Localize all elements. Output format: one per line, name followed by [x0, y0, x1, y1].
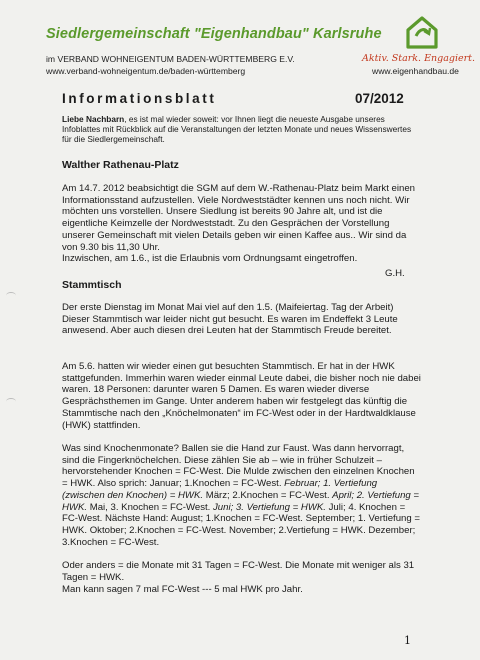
section-heading-rathenau: Walther Rathenau-Platz [62, 159, 179, 171]
knochenmonate-paragraph: Was sind Knochenmonate? Ballen sie die Hand zur Faust. Was dann hervorragt, sind die Fingerknöchelchen. Diese zählen Sie ab – wie in früher Schulzeit – hervorstehender Knochen = FC-West. Die Mulde zwischen den einzelnen Knochen = HWK. Also sprich: Januar; 1.Knochen = FC-West. Februar; 1. Vertiefung (zwischen den Knochen) = HWK. März; 2.Knochen = FC-West. April; 2. Vertiefung = HWK. Mai, 3. Knochen = FC-West. Juni; 3. Vertiefung = HWK. Juli; 4. Knochen = FC-West. Nächste Hand: August; 1.Knochen = FC-West. September; 1. Vertiefung = HWK. Oktober; 2.Knochen = FC-West. November; 2.Vertiefung = HWK. Dezember; 3.Knochen = FC-West. [62, 443, 420, 548]
punch-hole-mark [6, 292, 16, 299]
website: www.eigenhandbau.de [372, 66, 459, 76]
federation-url: www.verband-wohneigentum.de/baden-württemberg [46, 66, 246, 76]
section-heading-stammtisch: Stammtisch [62, 279, 122, 291]
house-arrow-logo-icon [404, 14, 440, 50]
issue-number: 07/2012 [355, 91, 404, 106]
punch-hole-mark [6, 398, 16, 405]
intro-text: , es ist mal wieder soweit: vor Ihnen liegt die neueste Ausgabe unseres Infoblattes mit Rückblick auf die Veranstaltungen der letzten Monate und neues Wissenswertes für die Siedlergemeinschaft. [62, 114, 412, 144]
monate-summary: Oder anders = die Monate mit 31 Tagen = FC-West. Die Monate mit weniger als 31 Tagen = HWK. [62, 560, 415, 583]
rathenau-paragraph: Am 14.7. 2012 beabsichtigt die SGM auf dem W.-Rathenau-Platz beim Markt einen Informationsstand aufzustellen. Viele Nordweststädter kennen uns noch nicht. Wir möchten uns vorstellen. Unsere Siedlung ist bereits 90 Jahre alt, und ist die eigentliche Keimzelle der Nordweststadt. Zu den Gesprächen der Vorstellung unserer Gemeinschaft mit vielen Details geben wir einen Kaffee aus.. Wir sind da von 9.30 bis 11,30 Uhr. [62, 183, 416, 253]
document-title: Informationsblatt [62, 91, 217, 106]
signature-initials: G.H. [385, 268, 405, 279]
tagline: Aktiv. Stark. Engagiert. [362, 53, 475, 64]
intro-paragraph [62, 114, 422, 144]
intro-greeting: Liebe Nachbarn [62, 114, 125, 124]
page-number: 1 [404, 634, 411, 647]
monate-count: Man kann sagen 7 mal FC-West --- 5 mal HWK pro Jahr. [62, 584, 303, 595]
stammtisch-may-paragraph: Der erste Dienstag im Monat Mai viel auf den 1.5. (Maifeiertag. Tag der Arbeit) Dieser Stammtisch war leider nicht gut besucht. Es waren im Endeffekt 3 Leute anwesend. Aber auch diesen drei Leuten hat der Stammtisch Freude bereitet. [62, 302, 398, 337]
org-name: Siedlergemeinschaft "Eigenhandbau" Karlsruhe [46, 26, 382, 42]
rathenau-update: Inzwischen, am 1.6., ist die Erlaubnis vom Ordnungsamt eingetroffen. [62, 253, 358, 264]
federation-name: im VERBAND WOHNEIGENTUM BADEN-WÜRTTEMBERG E.V. [46, 54, 295, 64]
stammtisch-june-paragraph: Am 5.6. hatten wir wieder einen gut besuchten Stammtisch. Er hat in der HWK stattgefunden. Immerhin waren wieder einmal Leute dabei, die bisher noch nie dabei waren. 18 Personen: darunter waren 5 Damen. Es waren wieder diverse Gesprächsthemen im Gange. Unter anderem haben wir festgelegt das künftig die Stammtische nach den „Knöchelmonaten“ im FC-West oder in der Hardtwaldklause (HWK) stattfinden. [62, 361, 421, 431]
